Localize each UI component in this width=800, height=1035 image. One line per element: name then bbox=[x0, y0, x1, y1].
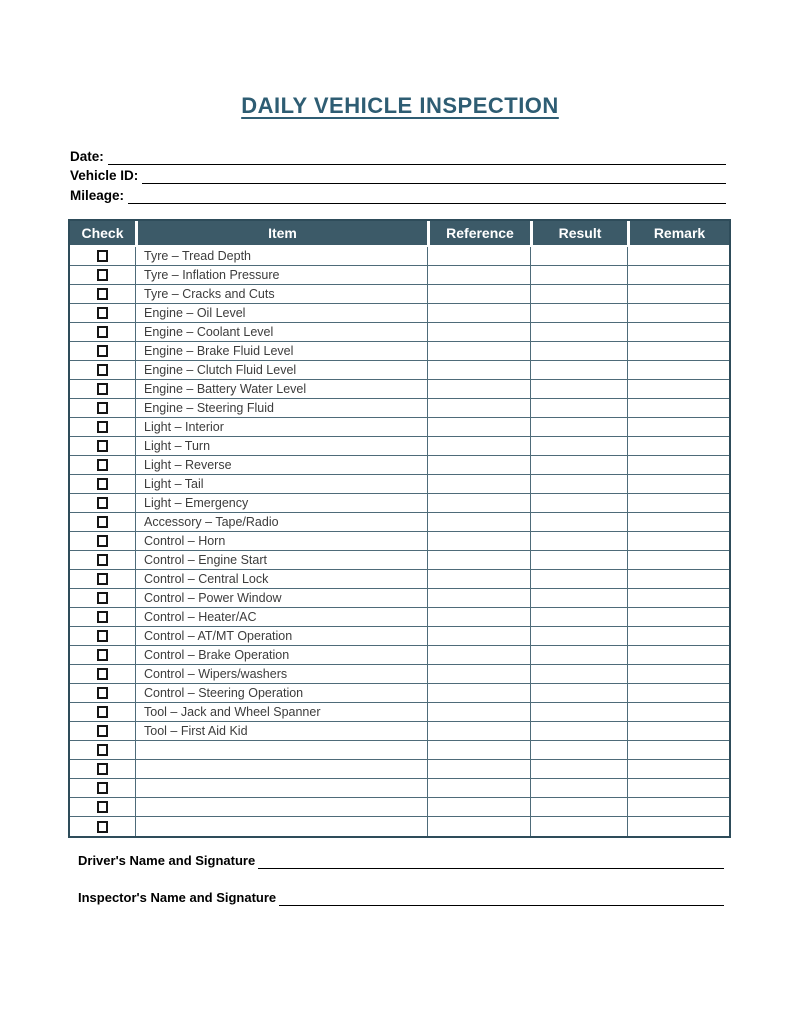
checkbox[interactable] bbox=[97, 269, 108, 281]
checkbox[interactable] bbox=[97, 478, 108, 490]
result-cell bbox=[530, 532, 627, 550]
date-input-line[interactable] bbox=[108, 148, 726, 165]
table-row bbox=[70, 779, 729, 798]
check-cell bbox=[70, 646, 135, 664]
remark-cell bbox=[627, 304, 729, 322]
remark-cell bbox=[627, 798, 729, 816]
item-cell bbox=[135, 741, 427, 759]
reference-cell bbox=[427, 304, 530, 322]
checkbox[interactable] bbox=[97, 326, 108, 338]
check-cell bbox=[70, 456, 135, 474]
table-row bbox=[70, 760, 729, 779]
table-row bbox=[70, 646, 729, 665]
result-cell bbox=[530, 437, 627, 455]
result-cell bbox=[530, 779, 627, 797]
table-row bbox=[70, 266, 729, 285]
item-cell: Engine – Coolant Level bbox=[135, 323, 427, 341]
remark-cell bbox=[627, 380, 729, 398]
item-cell: Tyre – Inflation Pressure bbox=[135, 266, 427, 284]
item-cell: Control – Wipers/washers bbox=[135, 665, 427, 683]
remark-cell bbox=[627, 532, 729, 550]
remark-cell bbox=[627, 627, 729, 645]
check-cell bbox=[70, 551, 135, 569]
remark-cell bbox=[627, 779, 729, 797]
table-row bbox=[70, 304, 729, 323]
checkbox[interactable] bbox=[97, 630, 108, 642]
table-row bbox=[70, 627, 729, 646]
remark-cell bbox=[627, 760, 729, 778]
check-cell bbox=[70, 817, 135, 836]
table-row bbox=[70, 399, 729, 418]
result-cell bbox=[530, 361, 627, 379]
remark-cell bbox=[627, 399, 729, 417]
reference-cell bbox=[427, 247, 530, 265]
remark-cell bbox=[627, 418, 729, 436]
item-cell: Control – Horn bbox=[135, 532, 427, 550]
vehicle-id-input-line[interactable] bbox=[142, 167, 726, 184]
result-cell bbox=[530, 342, 627, 360]
table-row bbox=[70, 722, 729, 741]
header-check: Check bbox=[81, 225, 124, 241]
checkbox[interactable] bbox=[97, 649, 108, 661]
table-row bbox=[70, 798, 729, 817]
driver-signature-label: Driver's Name and Signature bbox=[78, 853, 256, 868]
reference-cell bbox=[427, 323, 530, 341]
checkbox[interactable] bbox=[97, 535, 108, 547]
table-row bbox=[70, 513, 729, 532]
reference-cell bbox=[427, 513, 530, 531]
header-result: Result bbox=[530, 221, 627, 245]
result-cell bbox=[530, 608, 627, 626]
remark-cell bbox=[627, 266, 729, 284]
item-cell: Tyre – Tread Depth bbox=[135, 247, 427, 265]
table-row bbox=[70, 684, 729, 703]
remark-cell bbox=[627, 323, 729, 341]
item-cell: Engine – Clutch Fluid Level bbox=[135, 361, 427, 379]
item-cell bbox=[135, 760, 427, 778]
reference-cell bbox=[427, 665, 530, 683]
remark-cell bbox=[627, 608, 729, 626]
table-row bbox=[70, 361, 729, 380]
table-row bbox=[70, 551, 729, 570]
result-cell bbox=[530, 665, 627, 683]
checkbox[interactable] bbox=[97, 459, 108, 471]
header-remark: Remark bbox=[627, 221, 729, 245]
result-cell bbox=[530, 570, 627, 588]
result-cell bbox=[530, 399, 627, 417]
item-cell: Control – Heater/AC bbox=[135, 608, 427, 626]
reference-cell bbox=[427, 741, 530, 759]
item-cell: Engine – Steering Fluid bbox=[135, 399, 427, 417]
result-cell bbox=[530, 798, 627, 816]
checkbox[interactable] bbox=[97, 668, 108, 680]
result-cell bbox=[530, 494, 627, 512]
check-cell bbox=[70, 532, 135, 550]
table-row bbox=[70, 741, 729, 760]
result-cell bbox=[530, 418, 627, 436]
result-cell bbox=[530, 266, 627, 284]
date-field-row bbox=[70, 145, 726, 165]
table-row bbox=[70, 608, 729, 627]
checkbox[interactable] bbox=[97, 250, 108, 262]
inspector-signature-line[interactable] bbox=[279, 890, 724, 906]
vehicle-id-label: Vehicle ID: bbox=[70, 168, 139, 183]
result-cell bbox=[530, 646, 627, 664]
remark-cell bbox=[627, 494, 729, 512]
remark-cell bbox=[627, 589, 729, 607]
result-cell bbox=[530, 760, 627, 778]
table-row bbox=[70, 817, 729, 836]
check-cell bbox=[70, 627, 135, 645]
result-cell bbox=[530, 323, 627, 341]
remark-cell bbox=[627, 817, 729, 836]
check-cell bbox=[70, 247, 135, 265]
checkbox[interactable] bbox=[97, 573, 108, 585]
table-row bbox=[70, 437, 729, 456]
remark-cell bbox=[627, 684, 729, 702]
mileage-input-line[interactable] bbox=[128, 187, 726, 204]
check-cell bbox=[70, 741, 135, 759]
remark-cell bbox=[627, 703, 729, 721]
checkbox[interactable] bbox=[97, 364, 108, 376]
header-item: Item bbox=[135, 221, 427, 245]
check-cell bbox=[70, 798, 135, 816]
item-cell: Tool – First Aid Kid bbox=[135, 722, 427, 740]
remark-cell bbox=[627, 513, 729, 531]
item-cell: Engine – Oil Level bbox=[135, 304, 427, 322]
checkbox[interactable] bbox=[97, 288, 108, 300]
checkbox[interactable] bbox=[97, 497, 108, 509]
reference-cell bbox=[427, 722, 530, 740]
remark-cell bbox=[627, 456, 729, 474]
result-cell bbox=[530, 741, 627, 759]
remark-cell bbox=[627, 722, 729, 740]
inspection-table bbox=[68, 219, 731, 838]
reference-cell bbox=[427, 532, 530, 550]
result-cell bbox=[530, 475, 627, 493]
mileage-field-row bbox=[70, 184, 726, 204]
result-cell bbox=[530, 247, 627, 265]
remark-cell bbox=[627, 285, 729, 303]
reference-cell bbox=[427, 779, 530, 797]
table-row bbox=[70, 532, 729, 551]
check-cell bbox=[70, 475, 135, 493]
table-row bbox=[70, 456, 729, 475]
reference-cell bbox=[427, 627, 530, 645]
checkbox[interactable] bbox=[97, 383, 108, 395]
remark-cell bbox=[627, 247, 729, 265]
checkbox[interactable] bbox=[97, 687, 108, 699]
item-cell: Light – Tail bbox=[135, 475, 427, 493]
checkbox[interactable] bbox=[97, 345, 108, 357]
header-fields bbox=[70, 145, 726, 204]
table-row bbox=[70, 323, 729, 342]
reference-cell bbox=[427, 589, 530, 607]
reference-cell bbox=[427, 266, 530, 284]
reference-cell bbox=[427, 494, 530, 512]
reference-cell bbox=[427, 285, 530, 303]
table-header-row bbox=[70, 221, 729, 247]
signature-section bbox=[78, 851, 724, 906]
item-cell: Engine – Brake Fluid Level bbox=[135, 342, 427, 360]
result-cell bbox=[530, 285, 627, 303]
check-cell bbox=[70, 323, 135, 341]
checkbox[interactable] bbox=[97, 744, 108, 756]
checkbox[interactable] bbox=[97, 516, 108, 528]
reference-cell bbox=[427, 684, 530, 702]
check-cell bbox=[70, 760, 135, 778]
remark-cell bbox=[627, 741, 729, 759]
page-title: DAILY VEHICLE INSPECTION bbox=[241, 93, 559, 118]
reference-cell bbox=[427, 817, 530, 836]
reference-cell bbox=[427, 342, 530, 360]
reference-cell bbox=[427, 475, 530, 493]
remark-cell bbox=[627, 475, 729, 493]
reference-cell bbox=[427, 551, 530, 569]
result-cell bbox=[530, 304, 627, 322]
table-row bbox=[70, 494, 729, 513]
check-cell bbox=[70, 266, 135, 284]
result-cell bbox=[530, 380, 627, 398]
item-cell: Control – Central Lock bbox=[135, 570, 427, 588]
remark-cell bbox=[627, 361, 729, 379]
table-row bbox=[70, 703, 729, 722]
result-cell bbox=[530, 684, 627, 702]
driver-signature-row bbox=[78, 851, 724, 869]
item-cell: Light – Reverse bbox=[135, 456, 427, 474]
table-row bbox=[70, 665, 729, 684]
check-cell bbox=[70, 684, 135, 702]
checkbox[interactable] bbox=[97, 421, 108, 433]
reference-cell bbox=[427, 760, 530, 778]
check-cell bbox=[70, 342, 135, 360]
checkbox[interactable] bbox=[97, 706, 108, 718]
remark-cell bbox=[627, 570, 729, 588]
reference-cell bbox=[427, 380, 530, 398]
reference-cell bbox=[427, 646, 530, 664]
mileage-label: Mileage: bbox=[70, 187, 125, 203]
check-cell bbox=[70, 437, 135, 455]
result-cell bbox=[530, 627, 627, 645]
check-cell bbox=[70, 570, 135, 588]
table-row bbox=[70, 342, 729, 361]
check-cell bbox=[70, 779, 135, 797]
item-cell: Tool – Jack and Wheel Spanner bbox=[135, 703, 427, 721]
check-cell bbox=[70, 494, 135, 512]
table-row bbox=[70, 247, 729, 266]
check-cell bbox=[70, 399, 135, 417]
item-cell: Accessory – Tape/Radio bbox=[135, 513, 427, 531]
check-cell bbox=[70, 703, 135, 721]
reference-cell bbox=[427, 399, 530, 417]
check-cell bbox=[70, 513, 135, 531]
reference-cell bbox=[427, 418, 530, 436]
item-cell: Tyre – Cracks and Cuts bbox=[135, 285, 427, 303]
check-cell bbox=[70, 665, 135, 683]
remark-cell bbox=[627, 551, 729, 569]
date-label: Date: bbox=[70, 148, 104, 164]
item-cell: Light – Interior bbox=[135, 418, 427, 436]
reference-cell bbox=[427, 608, 530, 626]
table-row bbox=[70, 380, 729, 399]
reference-cell bbox=[427, 570, 530, 588]
reference-cell bbox=[427, 361, 530, 379]
result-cell bbox=[530, 456, 627, 474]
checkbox[interactable] bbox=[97, 763, 108, 775]
reference-cell bbox=[427, 456, 530, 474]
remark-cell bbox=[627, 342, 729, 360]
check-cell bbox=[70, 589, 135, 607]
checkbox[interactable] bbox=[97, 611, 108, 623]
result-cell bbox=[530, 589, 627, 607]
item-cell: Control – Power Window bbox=[135, 589, 427, 607]
vehicle-id-field-row bbox=[70, 165, 726, 185]
table-row bbox=[70, 589, 729, 608]
check-cell bbox=[70, 608, 135, 626]
check-cell bbox=[70, 304, 135, 322]
result-cell bbox=[530, 703, 627, 721]
checkbox[interactable] bbox=[97, 554, 108, 566]
check-cell bbox=[70, 380, 135, 398]
result-cell bbox=[530, 817, 627, 836]
result-cell bbox=[530, 551, 627, 569]
table-body bbox=[70, 247, 729, 836]
result-cell bbox=[530, 722, 627, 740]
item-cell: Light – Turn bbox=[135, 437, 427, 455]
checkbox[interactable] bbox=[97, 402, 108, 414]
item-cell: Control – Steering Operation bbox=[135, 684, 427, 702]
remark-cell bbox=[627, 437, 729, 455]
inspector-signature-label: Inspector's Name and Signature bbox=[78, 890, 277, 905]
table-row bbox=[70, 418, 729, 437]
result-cell bbox=[530, 513, 627, 531]
header-reference: Reference bbox=[427, 221, 530, 245]
check-cell bbox=[70, 722, 135, 740]
item-cell: Light – Emergency bbox=[135, 494, 427, 512]
reference-cell bbox=[427, 703, 530, 721]
reference-cell bbox=[427, 437, 530, 455]
checkbox[interactable] bbox=[97, 725, 108, 737]
check-cell bbox=[70, 361, 135, 379]
item-cell bbox=[135, 798, 427, 816]
item-cell bbox=[135, 779, 427, 797]
check-cell bbox=[70, 285, 135, 303]
checkbox[interactable] bbox=[97, 782, 108, 794]
item-cell: Control – Engine Start bbox=[135, 551, 427, 569]
inspector-signature-row bbox=[78, 888, 724, 906]
item-cell bbox=[135, 817, 427, 836]
checkbox[interactable] bbox=[97, 307, 108, 319]
checkbox[interactable] bbox=[97, 440, 108, 452]
checkbox[interactable] bbox=[97, 801, 108, 813]
table-row bbox=[70, 475, 729, 494]
table-row bbox=[70, 570, 729, 589]
item-cell: Engine – Battery Water Level bbox=[135, 380, 427, 398]
checkbox[interactable] bbox=[97, 592, 108, 604]
check-cell bbox=[70, 418, 135, 436]
checkbox[interactable] bbox=[97, 821, 108, 833]
item-cell: Control – Brake Operation bbox=[135, 646, 427, 664]
table-row bbox=[70, 285, 729, 304]
item-cell: Control – AT/MT Operation bbox=[135, 627, 427, 645]
remark-cell bbox=[627, 665, 729, 683]
reference-cell bbox=[427, 798, 530, 816]
remark-cell bbox=[627, 646, 729, 664]
driver-signature-line[interactable] bbox=[258, 853, 724, 869]
